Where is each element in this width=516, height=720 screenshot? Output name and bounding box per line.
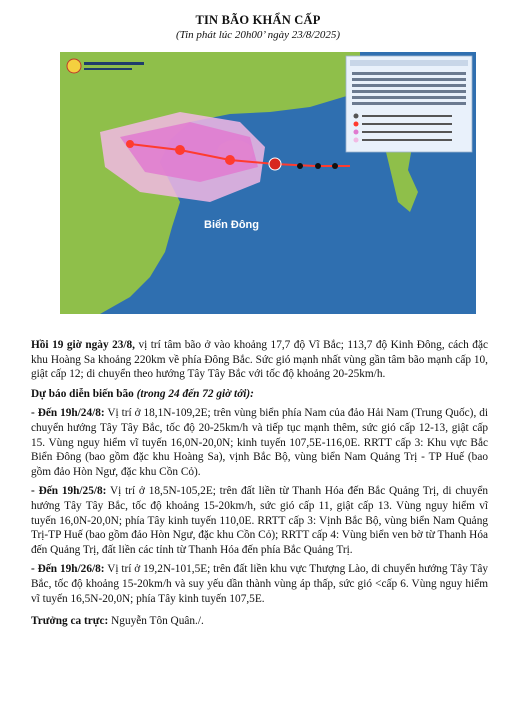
legend-line (362, 115, 452, 117)
forecast-item-lead: - Đến 19h/25/8: (31, 485, 107, 498)
duty-officer-label: Trưởng ca trực: (31, 615, 109, 628)
legend-line (352, 90, 466, 93)
forecast-item (31, 562, 488, 606)
signature-line (31, 614, 488, 629)
forecast-item (31, 484, 488, 557)
storm-forecast-map (60, 52, 476, 314)
bulletin-title: TIN BÃO KHẨN CẤP (195, 13, 321, 27)
track-point (225, 155, 235, 165)
forecast-item-lead: - Đến 19h/26/8: (31, 563, 105, 576)
storm-center (269, 158, 281, 170)
bulletin-body (31, 338, 488, 634)
track-point (126, 140, 134, 148)
forecast-heading-label: Dự báo diễn biến bão (31, 387, 134, 400)
forecast-item-lead: - Đến 19h/24/8: (31, 407, 105, 420)
current-position-paragraph (31, 338, 488, 382)
legend-marker (354, 114, 359, 119)
legend-marker (354, 122, 359, 127)
forecast-heading-note: (trong 24 đến 72 giờ tới): (136, 387, 254, 400)
legend-line (362, 139, 452, 141)
past-track-point (297, 163, 303, 169)
legend-line (362, 131, 452, 133)
forecast-item-text: Vị trí ở 18,1N-109,2E; trên vùng biển phía Nam của đảo Hải Nam (Trung Quốc), di chuyển hướng Tây Tây Bắc, tốc độ 20-25km/h và tiếp tục mạnh thêm, sức gió cấp 12-13, giật cấp 15. Vùng nguy hiểm vĩ tuyến 16,0N-20,0N; kinh tuyến 107,5E-116,0E. RRTT cấp 3: Khu vực Bắc Biển Đông (bao gồm đặc khu Hoàng Sa), vịnh Bắc Bộ, vùng biển Nam Quảng Trị - TP Huế (bao gồm đảo Hòn Ngư, đặc khu Cồn Cỏ). (31, 407, 488, 478)
agency-name-line (84, 68, 132, 70)
past-track-point (332, 163, 338, 169)
forecast-heading (31, 387, 488, 402)
duty-officer-name: Nguyễn Tôn Quân./. (108, 615, 204, 628)
bulletin-subtitle: (Tin phát lúc 20h00’ ngày 23/8/2025) (175, 29, 341, 41)
legend-line (352, 84, 466, 87)
legend-line (352, 78, 466, 81)
legend-marker (354, 138, 359, 143)
track-point (175, 145, 185, 155)
legend-line (362, 123, 452, 125)
forecast-item-text: Vị trí ở 18,5N-105,2E; trên đất liền từ Thanh Hóa đến Bắc Quảng Trị, di chuyển hướng Tây Tây Bắc, tốc độ khoảng 15-20km/h, sức gió cấp 11, giật cấp 13. Vùng nguy hiểm vĩ tuyến 16,0N-20,0N; phía Tây kinh tuyến 110,0E. RRTT cấp 3: Vịnh Bắc Bộ, vùng biển Nam Quảng Trị-TP Huế (bao gồm đảo Hòn Ngư, đặc khu Cồn Cỏ); RRTT cấp 4: Vùng biển ven bờ từ Thanh Hóa đến Quảng Trị, đất liền các tỉnh từ Thanh Hóa đến phía Bắc Quảng Trị. (31, 485, 488, 556)
current-position-text: vị trí tâm bão ở vào khoảng 17,7 độ Vĩ Bắc; 113,7 độ Kinh Đông, cách đặc khu Hoàng Sa khoảng 220km về phía Đông Bắc. Sức gió mạnh nhất vùng gần tâm bão mạnh cấp 10, giật cấp 12; di chuyển theo hướng Tây Tây Bắc với tốc độ khoảng 20-25km/h. (31, 339, 488, 381)
agency-logo (67, 59, 81, 73)
legend-line (352, 72, 466, 75)
legend-marker (354, 130, 359, 135)
map-graphic (60, 52, 476, 314)
forecast-item-text: Vị trí ở 19,2N-101,5E; trên đất liền khu vực Thượng Lào, di chuyển hướng Tây Tây Bắc, tốc độ khoảng 15-20km/h và suy yếu dần thành vùng áp thấp, sức gió <cấp 6. Vùng nguy hiểm vĩ tuyến 16,5N-20,0N; phía Tây kinh tuyến 107,5E. (31, 563, 488, 605)
past-track-point (315, 163, 321, 169)
agency-name-line (84, 62, 144, 65)
legend-header (350, 60, 468, 66)
forecast-item (31, 406, 488, 479)
current-time-lead: Hồi 19 giờ ngày 23/8, (31, 339, 136, 351)
sea-label: Biển Đông (204, 219, 259, 231)
legend-line (352, 102, 466, 105)
legend-line (352, 96, 466, 99)
